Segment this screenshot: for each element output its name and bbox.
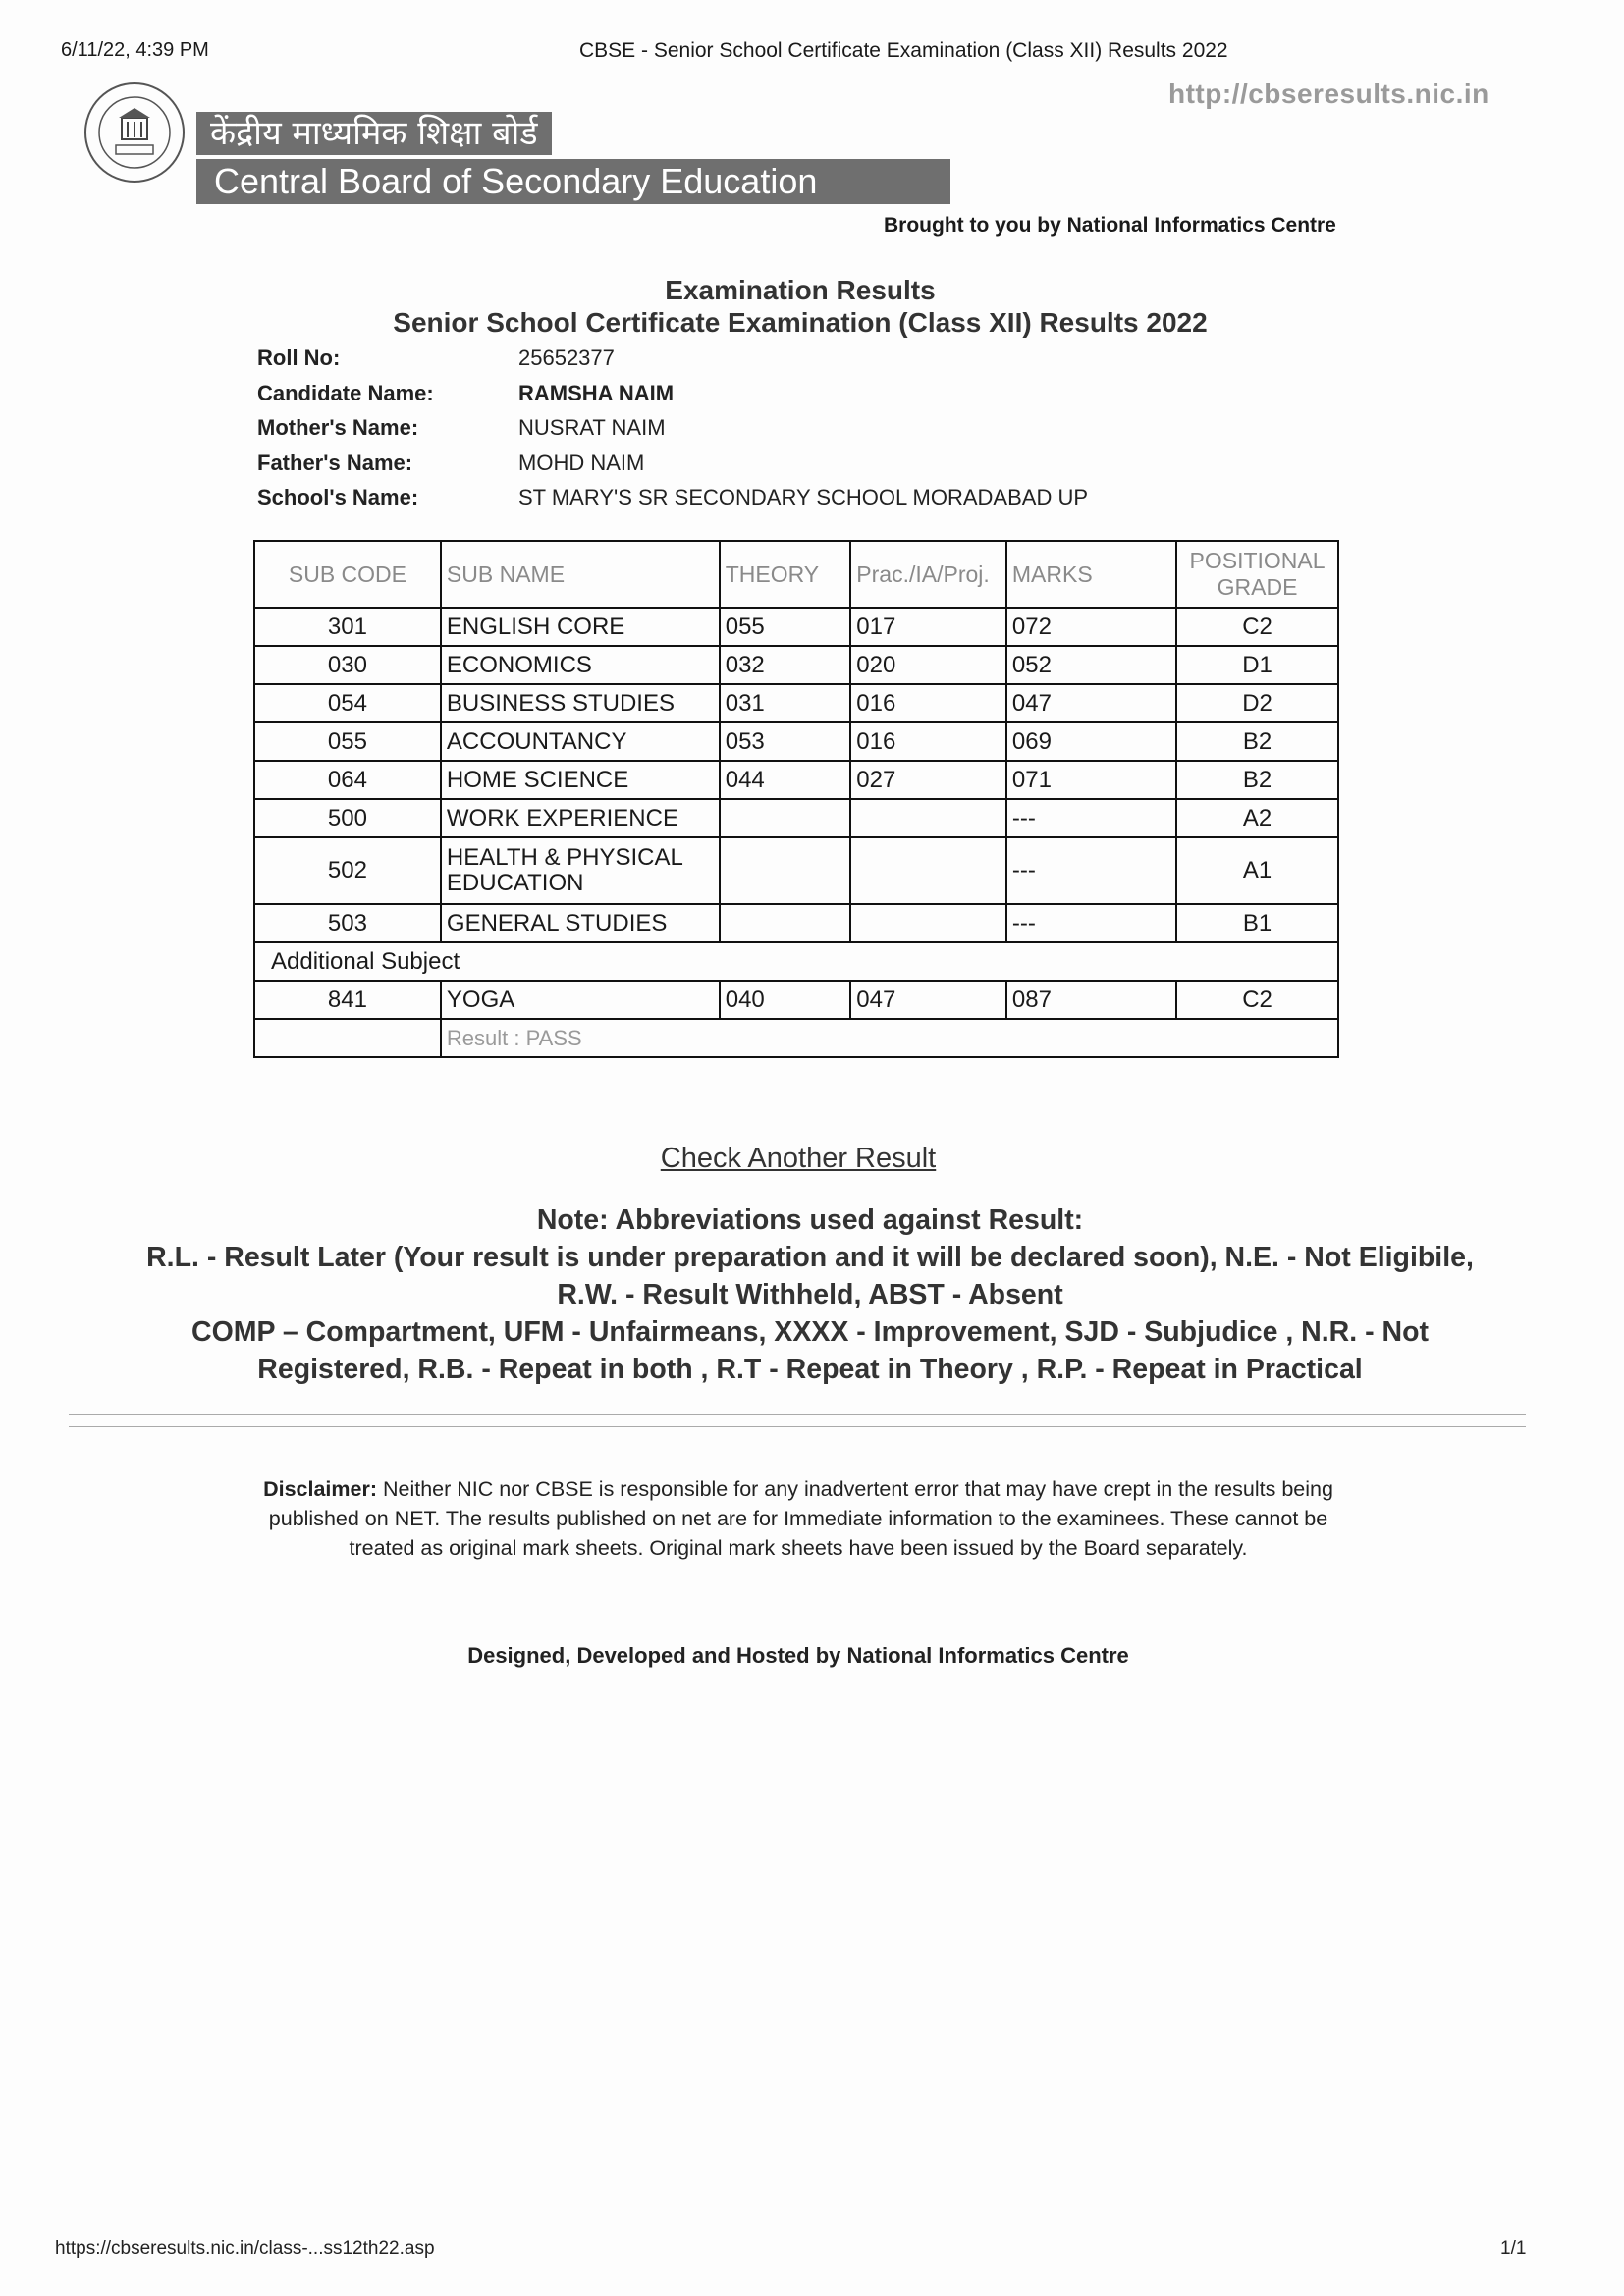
theory-marks: 031 <box>720 684 851 722</box>
roll-label: Roll No: <box>257 346 341 370</box>
practical-marks: 016 <box>850 722 1006 761</box>
result-spacer <box>254 1019 441 1057</box>
note-title: Note: Abbreviations used against Result: <box>536 1204 1084 1236</box>
candidate-name-label: Candidate Name: <box>257 380 434 405</box>
grade: C2 <box>1176 981 1338 1019</box>
total-marks: 047 <box>1006 684 1176 722</box>
theory-marks: 053 <box>720 722 851 761</box>
table-row <box>254 981 1338 1019</box>
sub-code: 502 <box>254 837 441 904</box>
note-line: Registered, R.B. - Repeat in both , R.T - Repeat in Theory , R.P. - Repeat in Practical <box>257 1354 1363 1385</box>
sub-code: 054 <box>254 684 441 722</box>
sub-name: ENGLISH CORE <box>441 608 720 646</box>
table-header-row <box>254 541 1338 608</box>
table-row <box>254 608 1338 646</box>
header-sub-name: SUB NAME <box>441 541 720 608</box>
grade: B2 <box>1176 761 1338 799</box>
sub-name: ECONOMICS <box>441 646 720 684</box>
note-line: COMP – Compartment, UFM - Unfairmeans, XXXX - Improvement, SJD - Subjudice , N.R. - Not <box>191 1316 1429 1348</box>
abbreviations-note <box>59 1201 1561 1388</box>
header-grade-line2: GRADE <box>1217 574 1298 600</box>
header-marks: MARKS <box>1006 541 1176 608</box>
practical-marks: 017 <box>850 608 1006 646</box>
theory-marks: 044 <box>720 761 851 799</box>
table-row <box>254 837 1338 904</box>
table-row <box>254 904 1338 942</box>
note-line: R.W. - Result Withheld, ABST - Absent <box>557 1279 1063 1310</box>
school-name-label: School's Name: <box>257 485 419 509</box>
check-another-result-link[interactable]: Check Another Result <box>660 1143 937 1174</box>
theory-marks <box>720 799 851 837</box>
table-row <box>254 684 1338 722</box>
school-name-row <box>257 485 1088 520</box>
page-number: 1/1 <box>1500 2238 1527 2259</box>
divider <box>69 1426 1526 1427</box>
table-row <box>254 761 1338 799</box>
sub-code: 030 <box>254 646 441 684</box>
header-theory: THEORY <box>720 541 851 608</box>
father-name-value: MOHD NAIM <box>518 450 645 475</box>
sub-code: 500 <box>254 799 441 837</box>
total-marks: 072 <box>1006 608 1176 646</box>
sub-name-line2: EDUCATION <box>446 870 584 896</box>
theory-marks <box>720 904 851 942</box>
marks-table <box>253 540 1339 1058</box>
divider <box>69 1414 1526 1415</box>
practical-marks <box>850 904 1006 942</box>
theory-marks <box>720 837 851 904</box>
total-marks: --- <box>1006 837 1176 904</box>
grade: D1 <box>1176 646 1338 684</box>
mother-name-value: NUSRAT NAIM <box>518 415 666 440</box>
brought-to-you-text: Brought to you by National Informatics Centre <box>884 214 1336 237</box>
theory-marks: 040 <box>720 981 851 1019</box>
grade: A1 <box>1176 837 1338 904</box>
practical-marks <box>850 799 1006 837</box>
grade: A2 <box>1176 799 1338 837</box>
theory-marks: 055 <box>720 608 851 646</box>
additional-subject-label: Additional Subject <box>254 942 1338 981</box>
total-marks: 087 <box>1006 981 1176 1019</box>
note-line: R.L. - Result Later (Your result is under preparation and it will be declared soon), N.E. - Not Eligibile, <box>146 1242 1474 1273</box>
school-name-value: ST MARY'S SR SECONDARY SCHOOL MORADABAD UP <box>518 485 1089 509</box>
sub-name-line1: HEALTH & PHYSICAL <box>446 843 683 871</box>
site-url-link[interactable]: http://cbseresults.nic.in <box>1168 79 1489 109</box>
sub-name <box>441 837 720 904</box>
page-title: Examination Results <box>665 275 936 305</box>
practical-marks <box>850 837 1006 904</box>
exam-subtitle: Senior School Certificate Examination (Class XII) Results 2022 <box>393 307 1208 338</box>
sub-name: GENERAL STUDIES <box>441 904 720 942</box>
total-marks: --- <box>1006 799 1176 837</box>
header-grade-line1: POSITIONAL <box>1189 548 1326 573</box>
roll-row <box>257 346 1088 381</box>
practical-marks: 027 <box>850 761 1006 799</box>
sub-code: 055 <box>254 722 441 761</box>
father-name-label: Father's Name: <box>257 450 413 475</box>
total-marks: 052 <box>1006 646 1176 684</box>
header-practical: Prac./IA/Proj. <box>850 541 1006 608</box>
grade: B1 <box>1176 904 1338 942</box>
candidate-name-row <box>257 381 1088 416</box>
practical-marks: 047 <box>850 981 1006 1019</box>
print-page-title: CBSE - Senior School Certificate Examination (Class XII) Results 2022 <box>579 39 1228 62</box>
sub-name: BUSINESS STUDIES <box>441 684 720 722</box>
table-row <box>254 646 1338 684</box>
disclaimer <box>245 1474 1351 1563</box>
total-marks: 069 <box>1006 722 1176 761</box>
candidate-name-value: RAMSHA NAIM <box>518 380 675 405</box>
cbse-emblem-logo <box>82 80 187 185</box>
practical-marks: 020 <box>850 646 1006 684</box>
sub-name: ACCOUNTANCY <box>441 722 720 761</box>
sub-name: HOME SCIENCE <box>441 761 720 799</box>
cbse-banner <box>196 112 950 204</box>
sub-code: 301 <box>254 608 441 646</box>
practical-marks: 016 <box>850 684 1006 722</box>
table-row <box>254 799 1338 837</box>
theory-marks: 032 <box>720 646 851 684</box>
sub-name: YOGA <box>441 981 720 1019</box>
sub-code: 064 <box>254 761 441 799</box>
mother-name-label: Mother's Name: <box>257 415 419 440</box>
disclaimer-label: Disclaimer: <box>263 1477 377 1501</box>
result-status: Result : PASS <box>441 1019 1338 1057</box>
roll-value: 25652377 <box>518 346 615 370</box>
additional-subject-row <box>254 942 1338 981</box>
grade: C2 <box>1176 608 1338 646</box>
total-marks: --- <box>1006 904 1176 942</box>
sub-code: 841 <box>254 981 441 1019</box>
table-row <box>254 722 1338 761</box>
candidate-details <box>257 346 1088 520</box>
disclaimer-text: Neither NIC nor CBSE is responsible for any inadvertent error that may have crept in the results being published on NET. The results published on net are for Immediate information to the examinees. These cannot be treated as original mark sheets. Original mark sheets have been issued by the Board separately. <box>268 1477 1333 1560</box>
grade: D2 <box>1176 684 1338 722</box>
father-name-row <box>257 451 1088 486</box>
designed-by-text: Designed, Developed and Hosted by National Informatics Centre <box>467 1643 1129 1668</box>
header-positional-grade <box>1176 541 1338 608</box>
footer-url: https://cbseresults.nic.in/class-...ss12th22.asp <box>55 2238 435 2259</box>
banner-english-title: Central Board of Secondary Education <box>196 159 950 204</box>
total-marks: 071 <box>1006 761 1176 799</box>
banner-hindi-title: केंद्रीय माध्यमिक शिक्षा बोर्ड <box>196 112 552 155</box>
sub-name: WORK EXPERIENCE <box>441 799 720 837</box>
grade: B2 <box>1176 722 1338 761</box>
mother-name-row <box>257 415 1088 451</box>
result-row <box>254 1019 1338 1057</box>
header-sub-code: SUB CODE <box>254 541 441 608</box>
print-date: 6/11/22, 4:39 PM <box>61 39 209 61</box>
sub-code: 503 <box>254 904 441 942</box>
